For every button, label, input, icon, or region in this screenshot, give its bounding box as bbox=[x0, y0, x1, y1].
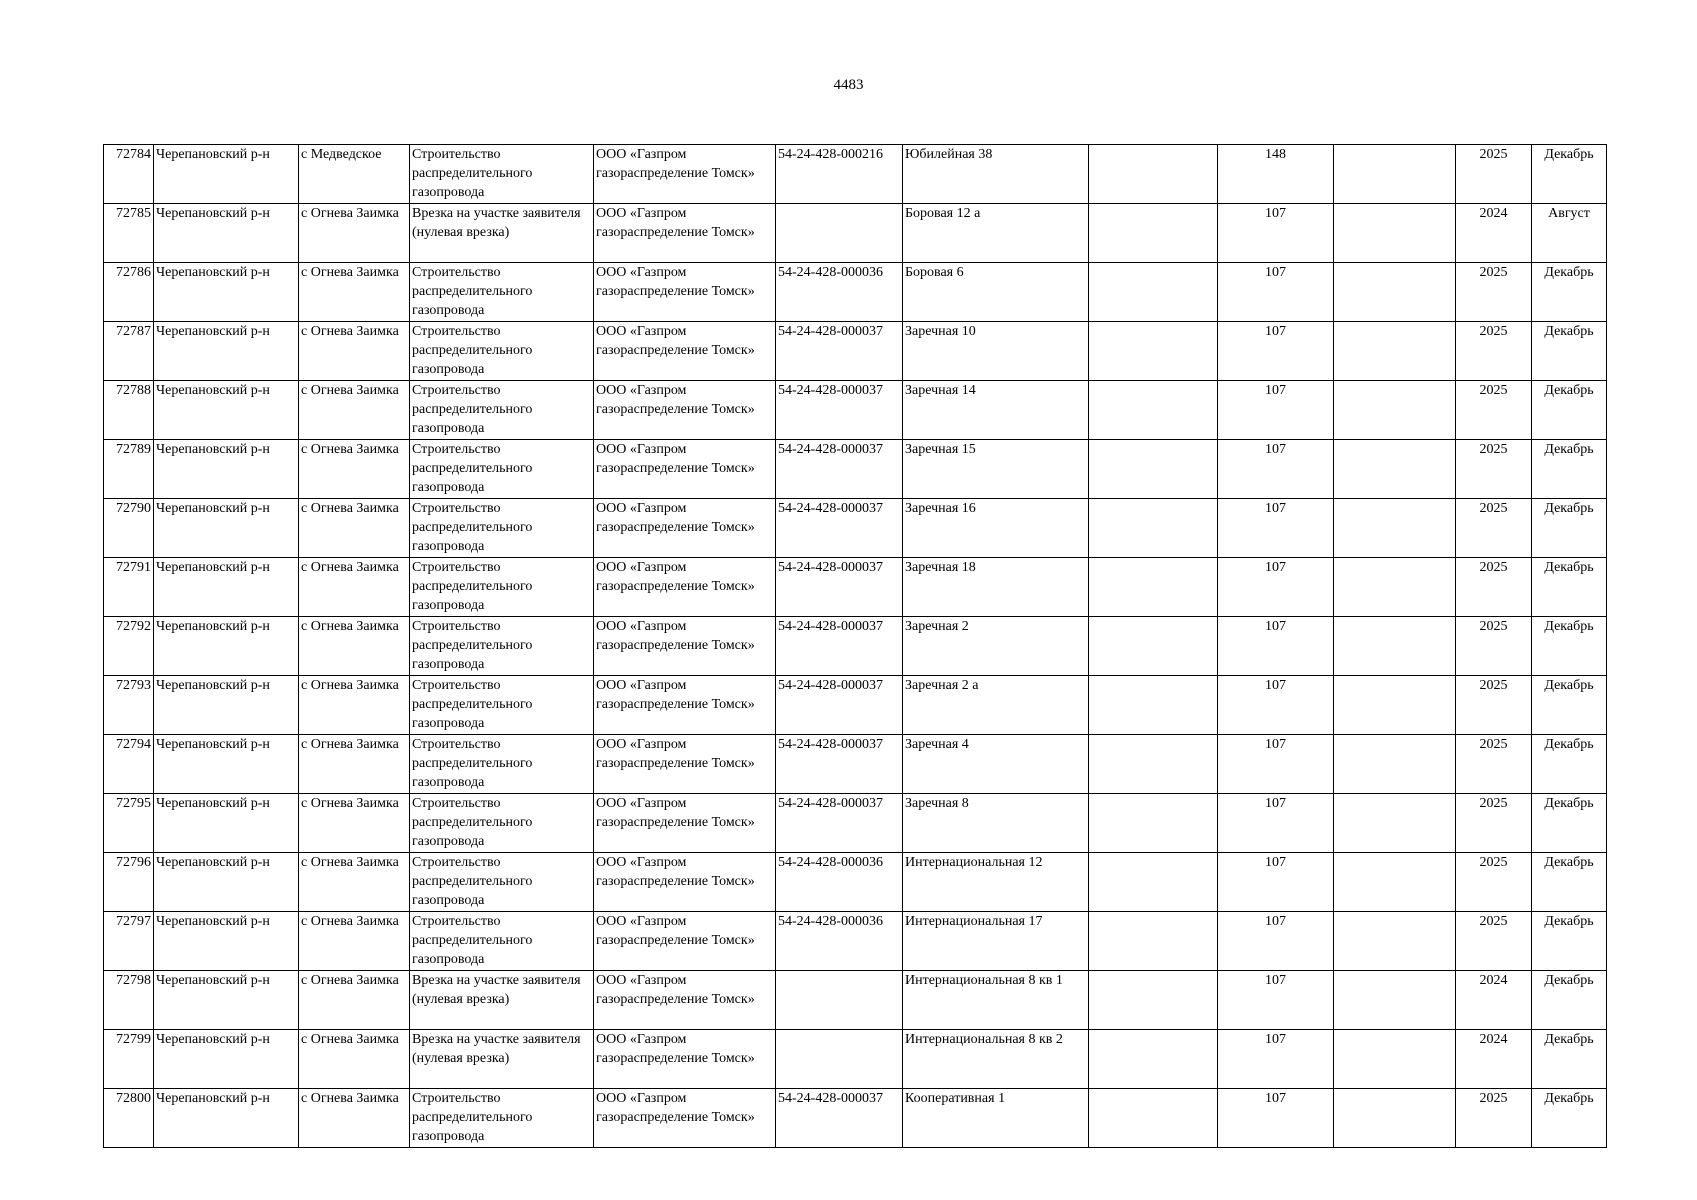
row-number-cell: 72794 bbox=[104, 735, 154, 794]
year-cell: 2025 bbox=[1456, 1089, 1532, 1148]
month-cell: Декабрь bbox=[1532, 499, 1607, 558]
address-cell: Интернациональная 12 bbox=[903, 853, 1089, 912]
locality-cell: с Огнева Заимка bbox=[299, 912, 410, 971]
locality-cell: с Огнева Заимка bbox=[299, 853, 410, 912]
empty-cell bbox=[1334, 499, 1456, 558]
district-cell: Черепановский р-н bbox=[154, 145, 299, 204]
row-number-cell: 72796 bbox=[104, 853, 154, 912]
organization-cell: ООО «Газпром газораспределение Томск» bbox=[594, 971, 776, 1030]
year-cell: 2025 bbox=[1456, 912, 1532, 971]
address-cell: Заречная 10 bbox=[903, 322, 1089, 381]
organization-cell: ООО «Газпром газораспределение Томск» bbox=[594, 499, 776, 558]
work-type-cell: Строительство распределительного газопровода bbox=[410, 263, 594, 322]
quantity-cell: 107 bbox=[1218, 1089, 1334, 1148]
empty-cell bbox=[1334, 381, 1456, 440]
district-cell: Черепановский р-н bbox=[154, 558, 299, 617]
quantity-cell: 107 bbox=[1218, 263, 1334, 322]
table-row bbox=[104, 735, 1607, 794]
month-cell: Август bbox=[1532, 204, 1607, 263]
address-cell: Интернациональная 17 bbox=[903, 912, 1089, 971]
quantity-cell: 148 bbox=[1218, 145, 1334, 204]
empty-cell bbox=[1334, 853, 1456, 912]
address-cell: Интернациональная 8 кв 1 bbox=[903, 971, 1089, 1030]
quantity-cell: 107 bbox=[1218, 440, 1334, 499]
work-type-cell: Строительство распределительного газопровода bbox=[410, 381, 594, 440]
work-type-cell: Врезка на участке заявителя (нулевая врезка) bbox=[410, 1030, 594, 1089]
quantity-cell: 107 bbox=[1218, 912, 1334, 971]
year-cell: 2025 bbox=[1456, 735, 1532, 794]
month-cell: Декабрь bbox=[1532, 381, 1607, 440]
row-number-cell: 72800 bbox=[104, 1089, 154, 1148]
district-cell: Черепановский р-н bbox=[154, 1030, 299, 1089]
row-number-cell: 72787 bbox=[104, 322, 154, 381]
table-row bbox=[104, 617, 1607, 676]
empty-cell bbox=[1089, 381, 1218, 440]
object-code-cell: 54-24-428-000037 bbox=[776, 617, 903, 676]
empty-cell bbox=[1334, 676, 1456, 735]
organization-cell: ООО «Газпром газораспределение Томск» bbox=[594, 735, 776, 794]
organization-cell: ООО «Газпром газораспределение Томск» bbox=[594, 617, 776, 676]
page-number: 4483 bbox=[833, 77, 864, 93]
year-cell: 2025 bbox=[1456, 617, 1532, 676]
empty-cell bbox=[1334, 617, 1456, 676]
district-cell: Черепановский р-н bbox=[154, 912, 299, 971]
month-cell: Декабрь bbox=[1532, 617, 1607, 676]
locality-cell: с Огнева Заимка bbox=[299, 322, 410, 381]
work-type-cell: Врезка на участке заявителя (нулевая врезка) bbox=[410, 971, 594, 1030]
locality-cell: с Огнева Заимка bbox=[299, 1030, 410, 1089]
district-cell: Черепановский р-н bbox=[154, 971, 299, 1030]
district-cell: Черепановский р-н bbox=[154, 617, 299, 676]
table-row bbox=[104, 676, 1607, 735]
district-cell: Черепановский р-н bbox=[154, 381, 299, 440]
empty-cell bbox=[1089, 971, 1218, 1030]
organization-cell: ООО «Газпром газораспределение Томск» bbox=[594, 322, 776, 381]
organization-cell: ООО «Газпром газораспределение Томск» bbox=[594, 263, 776, 322]
work-type-cell: Строительство распределительного газопровода bbox=[410, 617, 594, 676]
empty-cell bbox=[1089, 1089, 1218, 1148]
locality-cell: с Огнева Заимка bbox=[299, 794, 410, 853]
month-cell: Декабрь bbox=[1532, 912, 1607, 971]
month-cell: Декабрь bbox=[1532, 853, 1607, 912]
quantity-cell: 107 bbox=[1218, 381, 1334, 440]
address-cell: Заречная 4 bbox=[903, 735, 1089, 794]
table-row bbox=[104, 381, 1607, 440]
year-cell: 2025 bbox=[1456, 440, 1532, 499]
address-cell: Заречная 18 bbox=[903, 558, 1089, 617]
year-cell: 2024 bbox=[1456, 971, 1532, 1030]
address-cell: Заречная 16 bbox=[903, 499, 1089, 558]
work-type-cell: Строительство распределительного газопровода bbox=[410, 853, 594, 912]
locality-cell: с Огнева Заимка bbox=[299, 440, 410, 499]
district-cell: Черепановский р-н bbox=[154, 204, 299, 263]
district-cell: Черепановский р-н bbox=[154, 1089, 299, 1148]
work-type-cell: Врезка на участке заявителя (нулевая врезка) bbox=[410, 204, 594, 263]
table-row bbox=[104, 794, 1607, 853]
address-cell: Юбилейная 38 bbox=[903, 145, 1089, 204]
object-code-cell: 54-24-428-000037 bbox=[776, 1089, 903, 1148]
work-type-cell: Строительство распределительного газопровода bbox=[410, 735, 594, 794]
year-cell: 2025 bbox=[1456, 499, 1532, 558]
row-number-cell: 72799 bbox=[104, 1030, 154, 1089]
organization-cell: ООО «Газпром газораспределение Томск» bbox=[594, 794, 776, 853]
empty-cell bbox=[1089, 735, 1218, 794]
quantity-cell: 107 bbox=[1218, 794, 1334, 853]
quantity-cell: 107 bbox=[1218, 499, 1334, 558]
empty-cell bbox=[1089, 617, 1218, 676]
empty-cell bbox=[1089, 440, 1218, 499]
empty-cell bbox=[1334, 1089, 1456, 1148]
address-cell: Заречная 2 bbox=[903, 617, 1089, 676]
row-number-cell: 72793 bbox=[104, 676, 154, 735]
quantity-cell: 107 bbox=[1218, 735, 1334, 794]
address-cell: Боровая 6 bbox=[903, 263, 1089, 322]
address-cell: Кооперативная 1 bbox=[903, 1089, 1089, 1148]
empty-cell bbox=[1334, 558, 1456, 617]
object-code-cell: 54-24-428-000037 bbox=[776, 381, 903, 440]
work-type-cell: Строительство распределительного газопровода bbox=[410, 499, 594, 558]
empty-cell bbox=[1089, 676, 1218, 735]
empty-cell bbox=[1089, 204, 1218, 263]
object-code-cell bbox=[776, 204, 903, 263]
row-number-cell: 72789 bbox=[104, 440, 154, 499]
object-code-cell: 54-24-428-000036 bbox=[776, 853, 903, 912]
empty-cell bbox=[1089, 263, 1218, 322]
address-cell: Заречная 15 bbox=[903, 440, 1089, 499]
table-body bbox=[104, 145, 1607, 1148]
quantity-cell: 107 bbox=[1218, 971, 1334, 1030]
organization-cell: ООО «Газпром газораспределение Томск» bbox=[594, 676, 776, 735]
object-code-cell: 54-24-428-000037 bbox=[776, 676, 903, 735]
district-cell: Черепановский р-н bbox=[154, 263, 299, 322]
object-code-cell: 54-24-428-000037 bbox=[776, 794, 903, 853]
row-number-cell: 72797 bbox=[104, 912, 154, 971]
month-cell: Декабрь bbox=[1532, 794, 1607, 853]
locality-cell: с Медведское bbox=[299, 145, 410, 204]
table-row bbox=[104, 499, 1607, 558]
quantity-cell: 107 bbox=[1218, 558, 1334, 617]
organization-cell: ООО «Газпром газораспределение Томск» bbox=[594, 145, 776, 204]
work-type-cell: Строительство распределительного газопровода bbox=[410, 558, 594, 617]
work-type-cell: Строительство распределительного газопровода bbox=[410, 145, 594, 204]
table-row bbox=[104, 440, 1607, 499]
district-cell: Черепановский р-н bbox=[154, 499, 299, 558]
empty-cell bbox=[1334, 322, 1456, 381]
table-row bbox=[104, 971, 1607, 1030]
table-row bbox=[104, 1089, 1607, 1148]
row-number-cell: 72785 bbox=[104, 204, 154, 263]
row-number-cell: 72784 bbox=[104, 145, 154, 204]
month-cell: Декабрь bbox=[1532, 971, 1607, 1030]
work-type-cell: Строительство распределительного газопровода bbox=[410, 322, 594, 381]
month-cell: Декабрь bbox=[1532, 735, 1607, 794]
empty-cell bbox=[1334, 912, 1456, 971]
empty-cell bbox=[1334, 735, 1456, 794]
district-cell: Черепановский р-н bbox=[154, 794, 299, 853]
year-cell: 2024 bbox=[1456, 204, 1532, 263]
year-cell: 2025 bbox=[1456, 381, 1532, 440]
organization-cell: ООО «Газпром газораспределение Томск» bbox=[594, 440, 776, 499]
locality-cell: с Огнева Заимка bbox=[299, 263, 410, 322]
empty-cell bbox=[1089, 145, 1218, 204]
locality-cell: с Огнева Заимка bbox=[299, 499, 410, 558]
locality-cell: с Огнева Заимка bbox=[299, 204, 410, 263]
organization-cell: ООО «Газпром газораспределение Томск» bbox=[594, 1030, 776, 1089]
organization-cell: ООО «Газпром газораспределение Томск» bbox=[594, 853, 776, 912]
quantity-cell: 107 bbox=[1218, 617, 1334, 676]
district-cell: Черепановский р-н bbox=[154, 322, 299, 381]
district-cell: Черепановский р-н bbox=[154, 735, 299, 794]
work-type-cell: Строительство распределительного газопровода bbox=[410, 1089, 594, 1148]
locality-cell: с Огнева Заимка bbox=[299, 676, 410, 735]
district-cell: Черепановский р-н bbox=[154, 440, 299, 499]
row-number-cell: 72795 bbox=[104, 794, 154, 853]
empty-cell bbox=[1334, 440, 1456, 499]
empty-cell bbox=[1089, 322, 1218, 381]
empty-cell bbox=[1089, 558, 1218, 617]
empty-cell bbox=[1089, 794, 1218, 853]
work-type-cell: Строительство распределительного газопровода bbox=[410, 794, 594, 853]
locality-cell: с Огнева Заимка bbox=[299, 1089, 410, 1148]
work-type-cell: Строительство распределительного газопровода bbox=[410, 676, 594, 735]
organization-cell: ООО «Газпром газораспределение Томск» bbox=[594, 1089, 776, 1148]
work-type-cell: Строительство распределительного газопровода bbox=[410, 440, 594, 499]
locality-cell: с Огнева Заимка bbox=[299, 381, 410, 440]
locality-cell: с Огнева Заимка bbox=[299, 971, 410, 1030]
empty-cell bbox=[1334, 263, 1456, 322]
table-row bbox=[104, 558, 1607, 617]
year-cell: 2025 bbox=[1456, 853, 1532, 912]
locality-cell: с Огнева Заимка bbox=[299, 617, 410, 676]
empty-cell bbox=[1089, 853, 1218, 912]
organization-cell: ООО «Газпром газораспределение Томск» bbox=[594, 381, 776, 440]
object-code-cell: 54-24-428-000037 bbox=[776, 735, 903, 794]
month-cell: Декабрь bbox=[1532, 1030, 1607, 1089]
empty-cell bbox=[1334, 1030, 1456, 1089]
table-row bbox=[104, 322, 1607, 381]
year-cell: 2025 bbox=[1456, 558, 1532, 617]
table-row bbox=[104, 1030, 1607, 1089]
empty-cell bbox=[1089, 912, 1218, 971]
empty-cell bbox=[1334, 971, 1456, 1030]
organization-cell: ООО «Газпром газораспределение Томск» bbox=[594, 558, 776, 617]
year-cell: 2024 bbox=[1456, 1030, 1532, 1089]
month-cell: Декабрь bbox=[1532, 440, 1607, 499]
year-cell: 2025 bbox=[1456, 145, 1532, 204]
work-type-cell: Строительство распределительного газопровода bbox=[410, 912, 594, 971]
quantity-cell: 107 bbox=[1218, 676, 1334, 735]
locality-cell: с Огнева Заимка bbox=[299, 558, 410, 617]
object-code-cell: 54-24-428-000216 bbox=[776, 145, 903, 204]
organization-cell: ООО «Газпром газораспределение Томск» bbox=[594, 912, 776, 971]
month-cell: Декабрь bbox=[1532, 1089, 1607, 1148]
year-cell: 2025 bbox=[1456, 322, 1532, 381]
table-row bbox=[104, 145, 1607, 204]
object-code-cell: 54-24-428-000037 bbox=[776, 440, 903, 499]
month-cell: Декабрь bbox=[1532, 263, 1607, 322]
empty-cell bbox=[1334, 145, 1456, 204]
row-number-cell: 72798 bbox=[104, 971, 154, 1030]
district-cell: Черепановский р-н bbox=[154, 853, 299, 912]
quantity-cell: 107 bbox=[1218, 1030, 1334, 1089]
empty-cell bbox=[1089, 1030, 1218, 1089]
register-table bbox=[103, 144, 1607, 1148]
empty-cell bbox=[1334, 794, 1456, 853]
year-cell: 2025 bbox=[1456, 676, 1532, 735]
quantity-cell: 107 bbox=[1218, 853, 1334, 912]
row-number-cell: 72786 bbox=[104, 263, 154, 322]
table-row bbox=[104, 263, 1607, 322]
district-cell: Черепановский р-н bbox=[154, 676, 299, 735]
address-cell: Заречная 2 а bbox=[903, 676, 1089, 735]
table-row bbox=[104, 204, 1607, 263]
address-cell: Заречная 8 bbox=[903, 794, 1089, 853]
object-code-cell bbox=[776, 1030, 903, 1089]
quantity-cell: 107 bbox=[1218, 322, 1334, 381]
address-cell: Заречная 14 bbox=[903, 381, 1089, 440]
object-code-cell: 54-24-428-000036 bbox=[776, 263, 903, 322]
month-cell: Декабрь bbox=[1532, 145, 1607, 204]
month-cell: Декабрь bbox=[1532, 322, 1607, 381]
table-row bbox=[104, 853, 1607, 912]
month-cell: Декабрь bbox=[1532, 558, 1607, 617]
object-code-cell: 54-24-428-000037 bbox=[776, 558, 903, 617]
object-code-cell: 54-24-428-000036 bbox=[776, 912, 903, 971]
row-number-cell: 72790 bbox=[104, 499, 154, 558]
locality-cell: с Огнева Заимка bbox=[299, 735, 410, 794]
organization-cell: ООО «Газпром газораспределение Томск» bbox=[594, 204, 776, 263]
object-code-cell bbox=[776, 971, 903, 1030]
quantity-cell: 107 bbox=[1218, 204, 1334, 263]
year-cell: 2025 bbox=[1456, 263, 1532, 322]
empty-cell bbox=[1334, 204, 1456, 263]
row-number-cell: 72791 bbox=[104, 558, 154, 617]
address-cell: Интернациональная 8 кв 2 bbox=[903, 1030, 1089, 1089]
address-cell: Боровая 12 а bbox=[903, 204, 1089, 263]
empty-cell bbox=[1089, 499, 1218, 558]
row-number-cell: 72788 bbox=[104, 381, 154, 440]
row-number-cell: 72792 bbox=[104, 617, 154, 676]
object-code-cell: 54-24-428-000037 bbox=[776, 499, 903, 558]
year-cell: 2025 bbox=[1456, 794, 1532, 853]
table-row bbox=[104, 912, 1607, 971]
object-code-cell: 54-24-428-000037 bbox=[776, 322, 903, 381]
month-cell: Декабрь bbox=[1532, 676, 1607, 735]
